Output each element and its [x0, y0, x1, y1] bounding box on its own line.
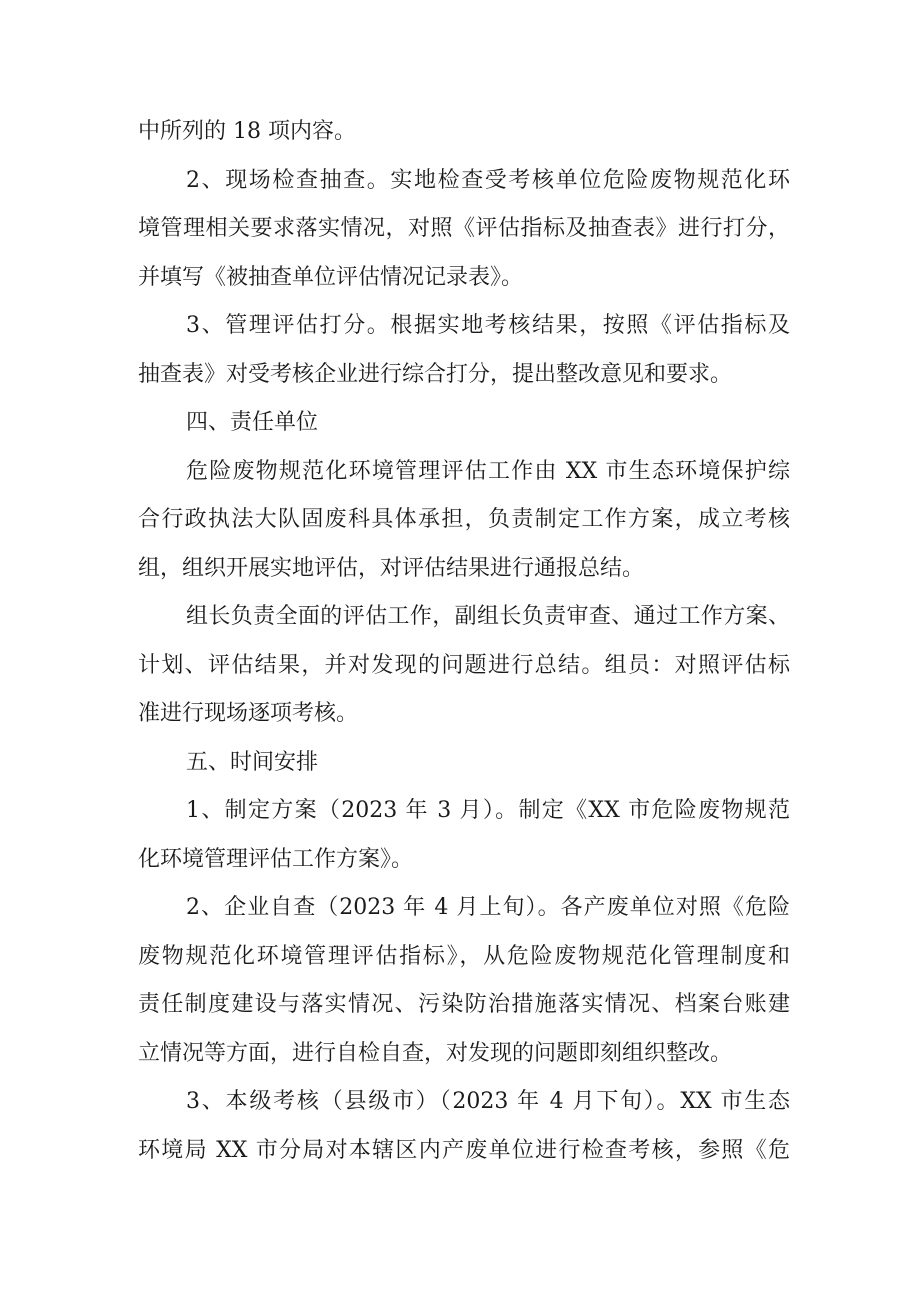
paragraph-line: 中所列的 18 项内容。: [138, 119, 356, 144]
paragraph-line: 立情况等方面，进行自检自查，对发现的问题即刻组织整改。: [138, 1040, 733, 1066]
paragraph-line: 抽查表》对受考核企业进行综合打分，提出整改意见和要求。: [138, 361, 733, 387]
document-body: [138, 108, 790, 1175]
paragraph-line: 1、制定方案（2023 年 3 月）。制定《XX 市危险废物规范: [186, 798, 790, 823]
paragraph-line: 并填写《被抽查单位评估情况记录表》。: [138, 264, 524, 290]
paragraph-line: 2、企业自查（2023 年 4 月上旬）。各产废单位对照《危险: [186, 895, 790, 920]
paragraph-line: 3、本级考核（县级市）（2023 年 4 月下旬）。XX 市生态: [186, 1089, 790, 1114]
paragraph-line: 合行政执法大队固废科具体承担，负责制定工作方案，成立考核: [138, 507, 790, 532]
paragraph-line: 境管理相关要求落实情况，对照《评估指标及抽查表》进行打分，: [138, 216, 790, 241]
paragraph-line: 危险废物规范化环境管理评估工作由 XX 市生态环境保护综: [186, 458, 790, 484]
paragraph-line: 3、管理评估打分。根据实地考核结果，按照《评估指标及: [186, 313, 790, 338]
paragraph-line: 化环境管理评估工作方案》。: [138, 846, 414, 872]
paragraph-line: 准进行现场逐项考核。: [138, 701, 359, 726]
paragraph-line: 组长负责全面的评估工作，副组长负责审查、通过工作方案、: [186, 604, 790, 629]
section-heading: 五、时间安排: [186, 749, 319, 775]
paragraph-line: 环境局 XX 市分局对本辖区内产废单位进行检查考核，参照《危: [138, 1137, 790, 1163]
paragraph-line: 责任制度建设与落实情况、污染防治措施落实情况、档案台账建: [138, 992, 790, 1017]
paragraph-line: 计划、评估结果，并对发现的问题进行总结。组员：对照评估标: [138, 652, 790, 678]
paragraph-line: 组，组织开展实地评估，对评估结果进行通报总结。: [138, 555, 645, 581]
paragraph-line: 废物规范化环境管理评估指标》，从危险废物规范化管理制度和: [138, 943, 790, 969]
paragraph-line: 2、现场检查抽查。实地检查受考核单位危险废物规范化环: [186, 167, 790, 193]
section-heading: 四、责任单位: [186, 410, 319, 435]
